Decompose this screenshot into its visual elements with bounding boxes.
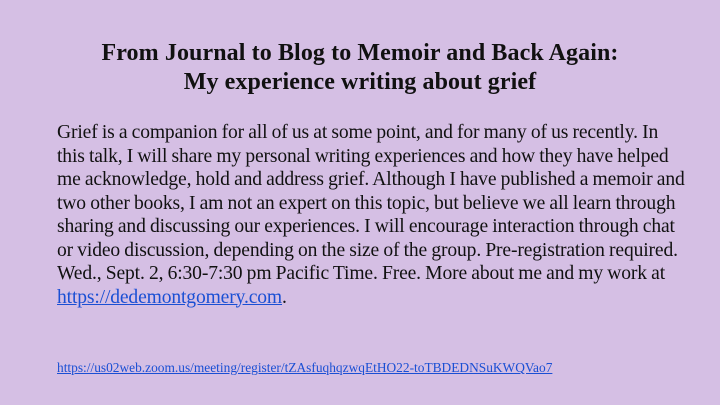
title-line-1: From Journal to Blog to Memoir and Back Again: [101,40,619,66]
body-paragraph [57,121,687,309]
zoom-registration-link[interactable]: https://us02web.zoom.us/meeting/register/tZAsfuqhqzwqEtHO22-toTBDEDNSuKWQVao7 [57,360,553,375]
body-text: Grief is a companion for all of us at some point, and for many of us recently. In this talk, I will share my personal writing experiences and how they have helped me acknowledge, hold and address grief. Although I have published a memoir and two other books, I am not an expert on this topic, but believe we all learn through sharing and discussing our experiences. I will encourage interaction through chat or video discussion, depending on the size of the group. Pre-registration required. Wed., Sept. 2, 6:30-7:30 pm Pacific Time. Free. More about me and my work at [57,122,685,284]
website-link[interactable]: https://dedemontgomery.com [57,286,283,308]
slide-title [0,39,720,97]
body-end-punctuation: . [282,286,287,308]
title-line-2: My experience writing about grief [183,69,537,95]
